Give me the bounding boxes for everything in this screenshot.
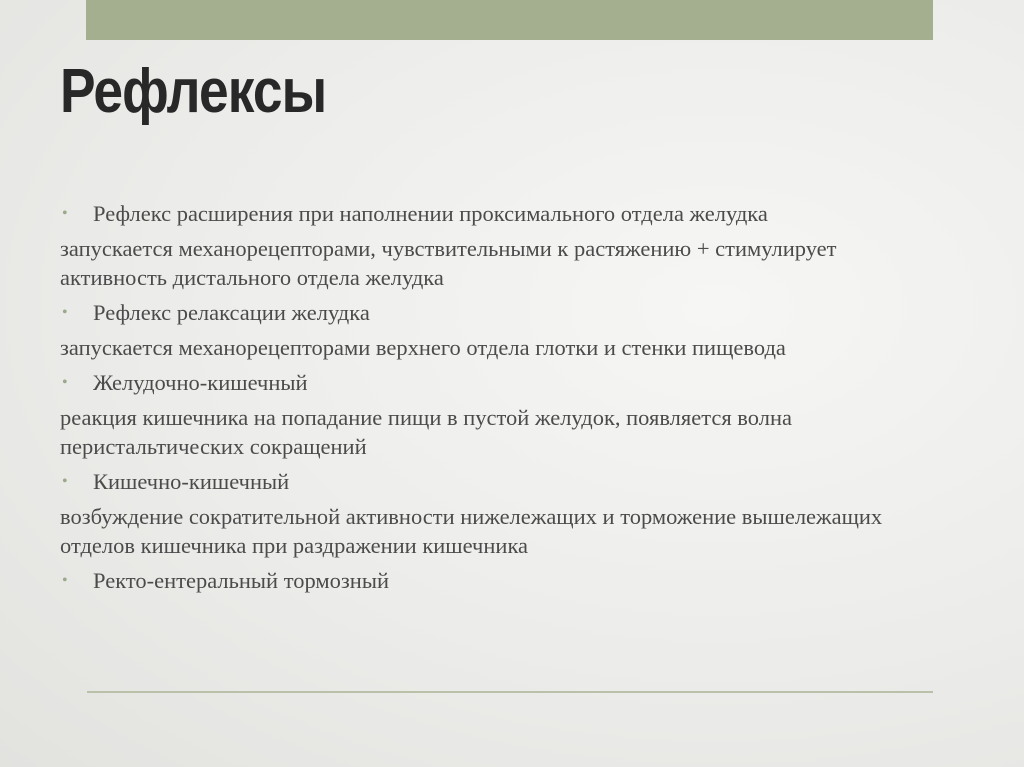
bullet-icon: • xyxy=(62,205,68,222)
bullet-item xyxy=(60,298,900,327)
bullet-icon: • xyxy=(62,473,68,490)
bullet-item xyxy=(60,368,900,397)
bullet-text: Рефлекс расширения при наполнении проксимального отдела желудка xyxy=(93,201,768,226)
bullet-item xyxy=(60,566,900,595)
bullet-item xyxy=(60,199,900,228)
bottom-divider xyxy=(87,691,933,693)
bullet-item xyxy=(60,467,900,496)
slide-content xyxy=(60,199,900,601)
bullet-text: Ректо-ентеральный тормозный xyxy=(93,568,389,593)
description-text: реакция кишечника на попадание пищи в пустой желудок, появляется волна перистальтических сокращений xyxy=(60,405,792,459)
bullet-text: Кишечно-кишечный xyxy=(93,469,290,494)
slide-title: Рефлексы xyxy=(60,57,327,126)
bullet-text: Рефлекс релаксации желудка xyxy=(93,300,370,325)
bullet-icon: • xyxy=(62,572,68,589)
bullet-text: Желудочно-кишечный xyxy=(93,370,308,395)
description-text: запускается механорецепторами, чувствительными к растяжению + стимулирует активность дистального отдела желудка xyxy=(60,236,837,290)
bullet-icon: • xyxy=(62,304,68,321)
description-text: запускается механорецепторами верхнего отдела глотки и стенки пищевода xyxy=(60,335,786,360)
top-accent-bar xyxy=(86,0,933,40)
bullet-icon: • xyxy=(62,374,68,391)
description-text: возбуждение сократительной активности нижележащих и торможение вышележащих отделов кишечника при раздражении кишечника xyxy=(60,504,883,558)
